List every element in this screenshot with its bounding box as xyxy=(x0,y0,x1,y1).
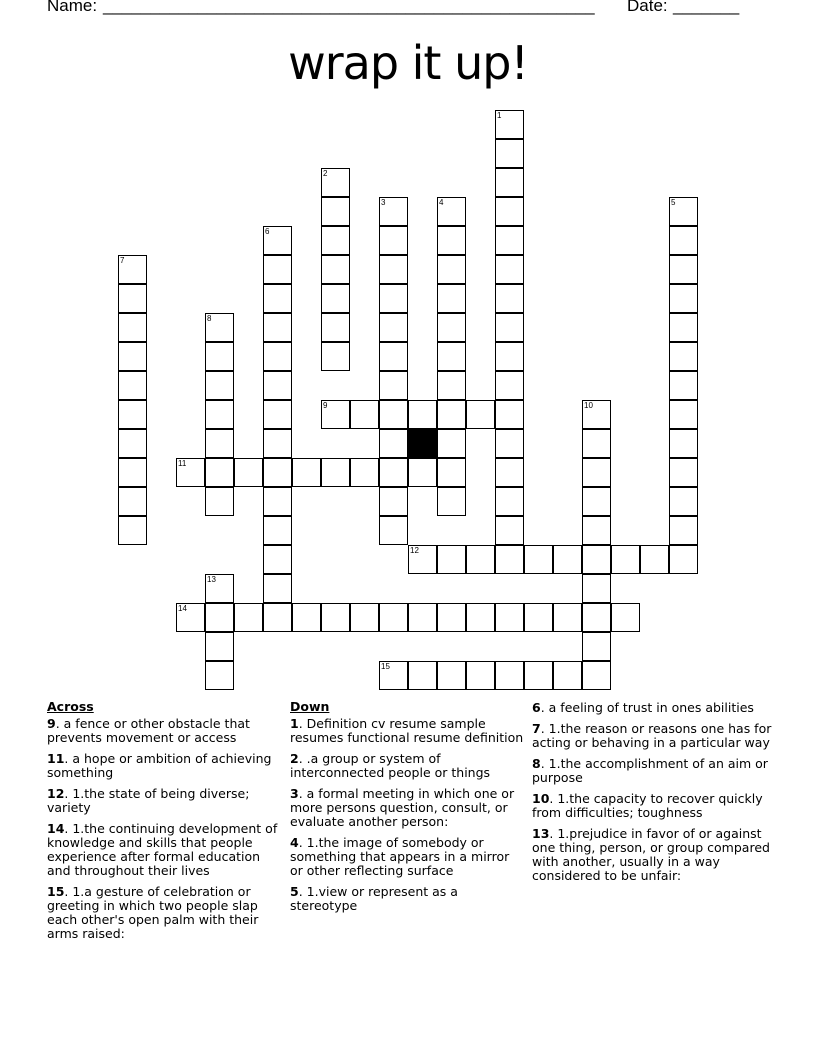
clue-text: 1.the reason or reasons one has for acting or behaving in a particular way xyxy=(532,721,772,750)
date-label: Date: xyxy=(627,0,668,15)
grid-cell[interactable] xyxy=(582,603,611,632)
clue-5: 5. 1.view or represent as a stereotype xyxy=(290,884,458,913)
clue-number: 11 xyxy=(47,751,65,766)
grid-cell[interactable] xyxy=(669,342,698,371)
grid-cell[interactable] xyxy=(321,197,350,226)
grid-cell[interactable] xyxy=(669,458,698,487)
grid-cell[interactable] xyxy=(495,226,524,255)
clue-number: 15 xyxy=(47,884,65,899)
grid-cell[interactable] xyxy=(205,371,234,400)
grid-cell[interactable] xyxy=(669,516,698,545)
cell-number: 12 xyxy=(410,546,419,555)
grid-cell[interactable] xyxy=(582,458,611,487)
grid-cell[interactable] xyxy=(350,458,379,487)
clue-15: 15. 1.a gesture of celebration or greeting in which two people slap each other's open palm with their arms raised: xyxy=(47,884,259,941)
grid-cell[interactable] xyxy=(350,603,379,632)
grid-cell[interactable] xyxy=(669,226,698,255)
grid-cell[interactable] xyxy=(263,429,292,458)
clue-4: 4. 1.the image of somebody or something that appears in a mirror or other reflecting surface xyxy=(290,835,510,878)
clue-9: 9. a fence or other obstacle that prevents movement or access xyxy=(47,716,250,745)
grid-cell[interactable] xyxy=(553,661,582,690)
grid-cell[interactable] xyxy=(118,313,147,342)
grid-cell[interactable] xyxy=(582,487,611,516)
grid-cell[interactable] xyxy=(408,400,437,429)
grid-cell[interactable] xyxy=(495,342,524,371)
grid-cell[interactable] xyxy=(118,342,147,371)
grid-cell[interactable] xyxy=(321,284,350,313)
grid-cell[interactable] xyxy=(379,255,408,284)
grid-cell[interactable] xyxy=(118,429,147,458)
clue-text: Definition cv resume sample resumes functional resume definition xyxy=(290,716,524,745)
grid-cell[interactable] xyxy=(553,545,582,574)
grid-cell[interactable] xyxy=(495,429,524,458)
black-cell xyxy=(408,429,437,458)
grid-cell[interactable] xyxy=(379,284,408,313)
grid-cell[interactable] xyxy=(408,661,437,690)
grid-cell[interactable] xyxy=(495,255,524,284)
clue-text: a feeling of trust in ones abilities xyxy=(548,700,754,715)
grid-cell[interactable] xyxy=(437,371,466,400)
clue-number: 6 xyxy=(532,700,541,715)
grid-cell[interactable] xyxy=(379,487,408,516)
clue-text: 1.view or represent as a stereotype xyxy=(290,884,458,913)
clue-number: 2 xyxy=(290,751,299,766)
name-line[interactable]: ____________________________________________________ xyxy=(103,0,595,15)
grid-cell[interactable] xyxy=(118,400,147,429)
grid-cell[interactable] xyxy=(263,545,292,574)
cell-number: 14 xyxy=(178,604,187,613)
grid-cell[interactable] xyxy=(408,458,437,487)
grid-cell[interactable] xyxy=(118,284,147,313)
puzzle-title: wrap it up! xyxy=(288,36,528,90)
name-label: Name: xyxy=(47,0,98,15)
grid-cell[interactable] xyxy=(379,603,408,632)
grid-cell[interactable] xyxy=(466,400,495,429)
clue-13: 13. 1.prejudice in favor of or against one thing, person, or group compared with another, usually in a way considered to be unfair: xyxy=(532,826,770,883)
grid-cell[interactable] xyxy=(669,429,698,458)
grid-cell[interactable] xyxy=(379,342,408,371)
grid-cell[interactable] xyxy=(263,371,292,400)
grid-cell[interactable] xyxy=(205,458,234,487)
grid-cell[interactable] xyxy=(437,313,466,342)
down-heading: Down xyxy=(290,699,330,714)
grid-cell[interactable] xyxy=(437,400,466,429)
grid-cell[interactable] xyxy=(321,255,350,284)
clue-text: 1.the accomplishment of an aim or purpose xyxy=(532,756,768,785)
clue-10: 10. 1.the capacity to recover quickly from difficulties; toughness xyxy=(532,791,763,820)
grid-cell[interactable] xyxy=(582,632,611,661)
grid-cell[interactable] xyxy=(408,603,437,632)
grid-cell[interactable] xyxy=(495,400,524,429)
clue-text: 1.prejudice in favor of or against one thing, person, or group compared with another, usually in a way considered to be unfair: xyxy=(532,826,770,883)
grid-cell[interactable] xyxy=(205,429,234,458)
grid-cell[interactable] xyxy=(669,545,698,574)
grid-cell[interactable] xyxy=(263,313,292,342)
cell-number: 10 xyxy=(584,401,593,410)
clue-number: 12 xyxy=(47,786,65,801)
grid-cell[interactable] xyxy=(495,139,524,168)
grid-cell[interactable] xyxy=(524,545,553,574)
cell-number: 11 xyxy=(178,459,187,468)
grid-cell[interactable] xyxy=(118,458,147,487)
cell-number: 3 xyxy=(381,198,386,207)
clue-11: 11. a hope or ambition of achieving something xyxy=(47,751,272,780)
grid-cell[interactable] xyxy=(379,429,408,458)
clue-14: 14. 1.the continuing development of knowledge and skills that people experience after formal education and throughout their lives xyxy=(47,821,278,878)
down-clues xyxy=(290,700,525,920)
grid-cell[interactable] xyxy=(495,284,524,313)
across-clues xyxy=(47,700,282,948)
grid-cell[interactable] xyxy=(321,603,350,632)
cell-number: 4 xyxy=(439,198,444,207)
grid-cell[interactable] xyxy=(118,487,147,516)
grid-cell[interactable] xyxy=(263,516,292,545)
clue-7: 7. 1.the reason or reasons one has for acting or behaving in a particular way xyxy=(532,721,772,750)
grid-cell[interactable] xyxy=(321,342,350,371)
grid-cell[interactable] xyxy=(582,661,611,690)
grid-cell[interactable] xyxy=(669,371,698,400)
grid-cell[interactable] xyxy=(292,603,321,632)
clue-number: 14 xyxy=(47,821,65,836)
grid-cell[interactable] xyxy=(669,284,698,313)
grid-cell[interactable] xyxy=(379,516,408,545)
grid-cell[interactable] xyxy=(669,255,698,284)
clue-text: 1.a gesture of celebration or greeting in which two people slap each other's open palm with their arms raised: xyxy=(47,884,259,941)
clue-text: a formal meeting in which one or more persons question, consult, or evaluate another person: xyxy=(290,786,515,829)
cell-number: 13 xyxy=(207,575,216,584)
grid-cell[interactable] xyxy=(437,226,466,255)
grid-cell[interactable] xyxy=(437,545,466,574)
grid-cell[interactable] xyxy=(437,458,466,487)
grid-cell[interactable] xyxy=(205,632,234,661)
grid-cell[interactable] xyxy=(350,400,379,429)
clue-number: 7 xyxy=(532,721,541,736)
grid-cell[interactable] xyxy=(263,342,292,371)
grid-cell[interactable] xyxy=(582,574,611,603)
grid-cell[interactable] xyxy=(379,400,408,429)
grid-cell[interactable] xyxy=(379,313,408,342)
grid-cell[interactable] xyxy=(495,458,524,487)
clue-number: 5 xyxy=(290,884,299,899)
grid-cell[interactable] xyxy=(466,661,495,690)
grid-cell[interactable] xyxy=(379,458,408,487)
clue-text: 1.the capacity to recover quickly from difficulties; toughness xyxy=(532,791,763,820)
grid-cell[interactable] xyxy=(669,400,698,429)
grid-cell[interactable] xyxy=(495,487,524,516)
grid-cell[interactable] xyxy=(205,661,234,690)
grid-cell[interactable] xyxy=(263,487,292,516)
clue-text: a fence or other obstacle that prevents movement or access xyxy=(47,716,250,745)
grid-cell[interactable] xyxy=(379,371,408,400)
clue-12: 12. 1.the state of being diverse; variety xyxy=(47,786,250,815)
clue-8: 8. 1.the accomplishment of an aim or purpose xyxy=(532,756,768,785)
clue-text: a hope or ambition of achieving something xyxy=(47,751,272,780)
grid-cell[interactable] xyxy=(495,516,524,545)
clue-text: 1.the state of being diverse; variety xyxy=(47,786,250,815)
clue-number: 9 xyxy=(47,716,56,731)
grid-cell[interactable] xyxy=(524,603,553,632)
grid-cell[interactable] xyxy=(263,400,292,429)
grid-cell[interactable] xyxy=(437,255,466,284)
grid-cell[interactable] xyxy=(495,197,524,226)
grid-cell[interactable] xyxy=(437,661,466,690)
cell-number: 2 xyxy=(323,169,328,178)
clue-text: .a group or system of interconnected people or things xyxy=(290,751,491,780)
grid-cell[interactable] xyxy=(524,661,553,690)
grid-cell[interactable] xyxy=(437,487,466,516)
clue-text: 1.the image of somebody or something that appears in a mirror or other reflecting surface xyxy=(290,835,510,878)
grid-cell[interactable] xyxy=(263,574,292,603)
grid-cell[interactable] xyxy=(466,545,495,574)
grid-cell[interactable] xyxy=(611,545,640,574)
grid-cell[interactable] xyxy=(582,516,611,545)
grid-cell[interactable] xyxy=(495,371,524,400)
down-clues-continued xyxy=(532,701,772,890)
grid-cell[interactable] xyxy=(263,284,292,313)
grid-cell[interactable] xyxy=(205,603,234,632)
across-heading: Across xyxy=(47,699,94,714)
grid-cell[interactable] xyxy=(437,342,466,371)
grid-cell[interactable] xyxy=(205,400,234,429)
clue-6: 6. a feeling of trust in ones abilities xyxy=(532,700,754,715)
grid-cell[interactable] xyxy=(553,603,582,632)
grid-cell[interactable] xyxy=(118,516,147,545)
cell-number: 15 xyxy=(381,662,390,671)
grid-cell[interactable] xyxy=(263,255,292,284)
grid-cell[interactable] xyxy=(321,458,350,487)
grid-cell[interactable] xyxy=(640,545,669,574)
clue-number: 4 xyxy=(290,835,299,850)
clue-text: 1.the continuing development of knowledge and skills that people experience after formal education and throughout their lives xyxy=(47,821,278,878)
grid-cell[interactable] xyxy=(466,603,495,632)
grid-cell[interactable] xyxy=(321,313,350,342)
grid-cell[interactable] xyxy=(234,458,263,487)
cell-number: 5 xyxy=(671,198,676,207)
cell-number: 6 xyxy=(265,227,270,236)
grid-cell[interactable] xyxy=(495,661,524,690)
clue-number: 13 xyxy=(532,826,550,841)
clue-number: 1 xyxy=(290,716,299,731)
grid-cell[interactable] xyxy=(495,313,524,342)
grid-cell[interactable] xyxy=(205,342,234,371)
grid-cell[interactable] xyxy=(437,429,466,458)
grid-cell[interactable] xyxy=(495,545,524,574)
date-line[interactable]: _______ xyxy=(673,0,740,15)
grid-cell[interactable] xyxy=(118,371,147,400)
cell-number: 8 xyxy=(207,314,212,323)
grid-cell[interactable] xyxy=(321,226,350,255)
grid-cell[interactable] xyxy=(379,226,408,255)
clue-2: 2. .a group or system of interconnected people or things xyxy=(290,751,491,780)
grid-cell[interactable] xyxy=(263,603,292,632)
grid-cell[interactable] xyxy=(263,458,292,487)
grid-cell[interactable] xyxy=(611,603,640,632)
grid-cell[interactable] xyxy=(234,603,263,632)
grid-cell[interactable] xyxy=(495,603,524,632)
clue-3: 3. a formal meeting in which one or more persons question, consult, or evaluate another person: xyxy=(290,786,515,829)
grid-cell[interactable] xyxy=(437,603,466,632)
grid-cell[interactable] xyxy=(437,284,466,313)
grid-cell[interactable] xyxy=(582,545,611,574)
clue-number: 10 xyxy=(532,791,550,806)
grid-cell[interactable] xyxy=(495,168,524,197)
grid-cell[interactable] xyxy=(582,429,611,458)
grid-cell[interactable] xyxy=(292,458,321,487)
cell-number: 1 xyxy=(497,111,502,120)
cell-number: 9 xyxy=(323,401,328,410)
grid-cell[interactable] xyxy=(669,313,698,342)
clue-number: 3 xyxy=(290,786,299,801)
cell-number: 7 xyxy=(120,256,125,265)
grid-cell[interactable] xyxy=(205,487,234,516)
clue-number: 8 xyxy=(532,756,541,771)
grid-cell[interactable] xyxy=(669,487,698,516)
clue-1: 1. Definition cv resume sample resumes functional resume definition xyxy=(290,716,524,745)
